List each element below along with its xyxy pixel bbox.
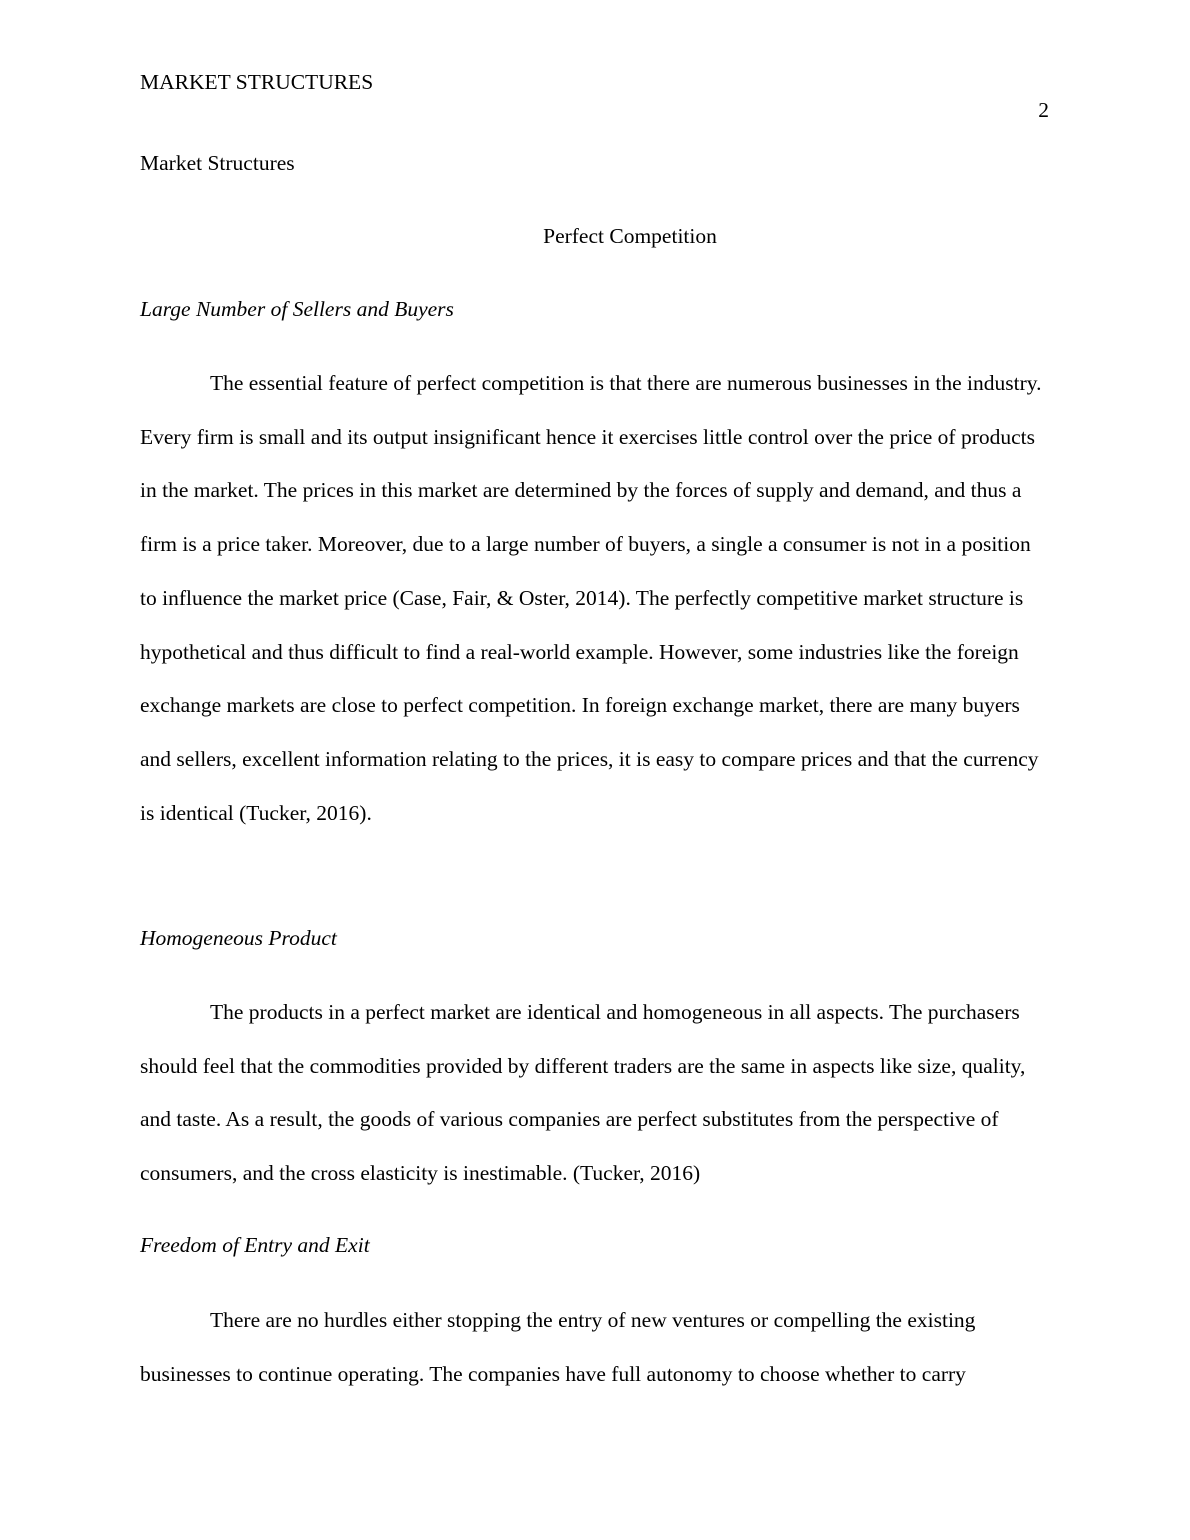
paragraph-entry-exit: There are no hurdles either stopping the entry of new ventures or compelling the existing businesses to continue operating. The companies have full autonomy to choose whether to carry: [140, 1308, 976, 1386]
section-title: Perfect Competition: [543, 224, 717, 248]
page-number: 2: [1038, 98, 1049, 122]
subheading-homogeneous-product: Homogeneous Product: [140, 926, 337, 950]
subheading-large-number: Large Number of Sellers and Buyers: [140, 297, 454, 321]
document-title: Market Structures: [140, 151, 295, 175]
running-head: MARKET STRUCTURES: [140, 70, 374, 94]
subheading-entry-exit: Freedom of Entry and Exit: [140, 1233, 370, 1257]
paragraph-large-number: The essential feature of perfect competition is that there are numerous businesses in the industry. Every firm is small and its output insignificant hence it exercises little control over the price of products in the market. The prices in this market are determined by the forces of supply and demand, and thus a firm is a price taker. Moreover, due to a large number of buyers, a single a consumer is not in a position to influence the market price (Case, Fair, & Oster, 2014). The perfectly competitive market structure is hypothetical and thus difficult to find a real-world example. However, some industries like the foreign exchange markets are close to perfect competition. In foreign exchange market, there are many buyers and sellers, excellent information relating to the prices, it is easy to compare prices and that the currency is identical (Tucker, 2016).: [140, 371, 1042, 825]
paragraph-homogeneous-product: The products in a perfect market are identical and homogeneous in all aspects. The purchasers should feel that the commodities provided by different traders are the same in aspects like size, quality, and taste. As a result, the goods of various companies are perfect substitutes from the perspective of consumers, and the cross elasticity is inestimable. (Tucker, 2016): [140, 1000, 1026, 1186]
